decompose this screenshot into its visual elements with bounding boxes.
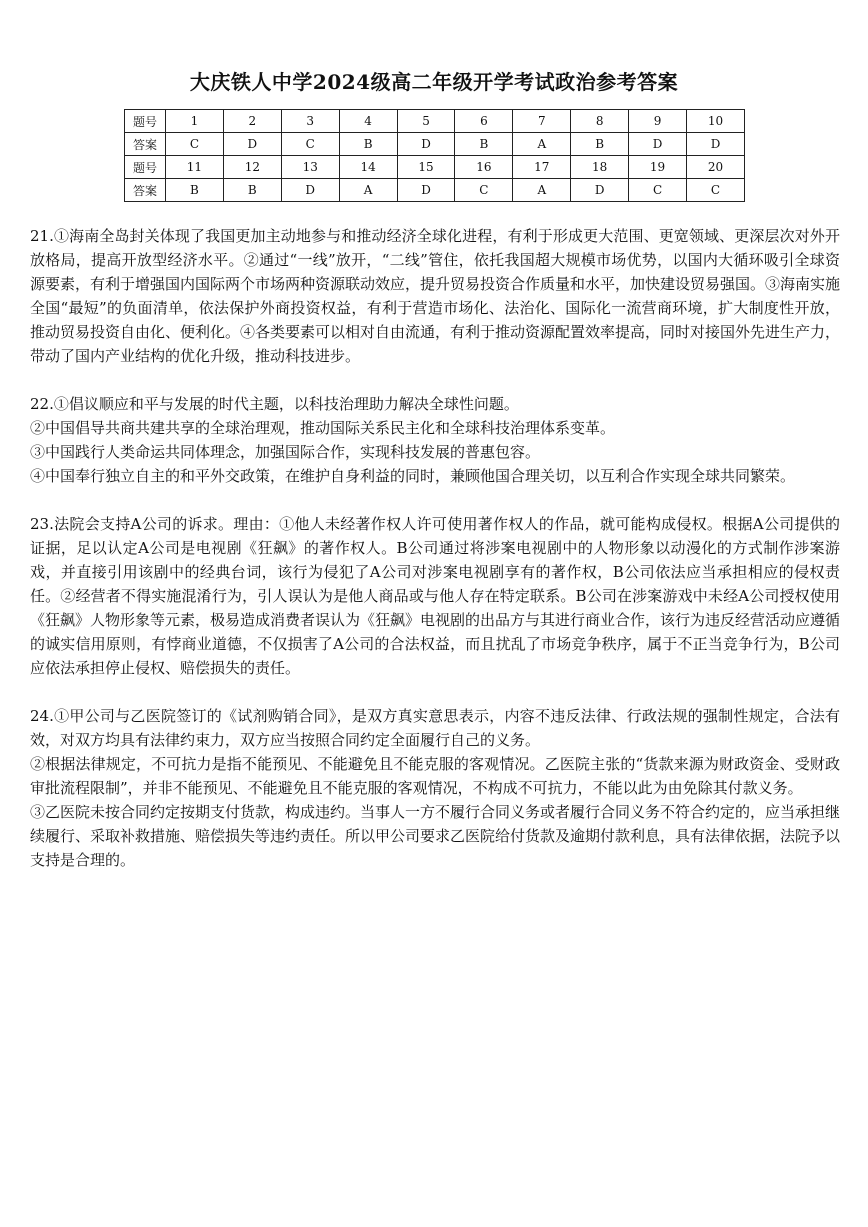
answer-table-cell: 1 bbox=[166, 110, 224, 133]
answer-table-cell: D bbox=[571, 179, 629, 202]
answer-table-cell: B bbox=[571, 133, 629, 156]
answer-table-cell: 6 bbox=[455, 110, 513, 133]
answer-23-text: 23.法院会支持A公司的诉求。理由：①他人未经著作权人许可使用著作权人的作品，就可能构成侵权。根据A公司提供的证据，足以认定A公司是电视剧《狂飙》的著作权人。B公司通过将涉案电视剧中的人物形象以动漫化的方式制作涉案游戏，并直接引用该剧中的经典台词，该行为侵犯了A公司对涉案电视剧享有的著作权，B公司依法应当承担相应的侵权责任。②经营者不得实施混淆行为，引人误认为是他人商品或与他人存在特定联系。B公司在涉案游戏中未经A公司授权使用《狂飙》人物形象等元素，极易造成消费者误认为《狂飙》电视剧的出品方与其进行商业合作，该行为违反经营活动应遵循的诚实信用原则，有悖商业道德，不仅损害了A公司的合法权益，而且扰乱了市场竞争秩序，属于不正当竞争行为，B公司应依法承担停止侵权、赔偿损失的责任。 bbox=[30, 515, 841, 677]
answer-table-cell: A bbox=[339, 179, 397, 202]
answer-table-cell: C bbox=[166, 133, 224, 156]
answer-table-cell: 5 bbox=[397, 110, 455, 133]
answer-table-cell: C bbox=[629, 179, 687, 202]
answer-22-point: 22.①倡议顺应和平与发展的时代主题，以科技治理助力解决全球性问题。 bbox=[30, 395, 519, 413]
answer-22 bbox=[30, 392, 840, 488]
answer-24 bbox=[30, 704, 840, 872]
answer-table-cell: D bbox=[687, 133, 745, 156]
answer-table-cell: C bbox=[455, 179, 513, 202]
answer-table-cell: D bbox=[223, 133, 281, 156]
answer-table-cell: D bbox=[397, 179, 455, 202]
answer-table-cell: 12 bbox=[223, 156, 281, 179]
answer-table-row-label: 题号 bbox=[125, 110, 166, 133]
answer-table-cell: 8 bbox=[571, 110, 629, 133]
answer-table-cell: B bbox=[223, 179, 281, 202]
answer-24-point: ③乙医院未按合同约定按期支付货款，构成违约。当事人一方不履行合同义务或者履行合同义务不符合约定的，应当承担继续履行、采取补救措施、赔偿损失等违约责任。所以甲公司要求乙医院给付货款及逾期付款利息，具有法律依据，法院予以支持是合理的。 bbox=[30, 803, 841, 869]
answer-table-cell: B bbox=[339, 133, 397, 156]
answer-table-cell: 4 bbox=[339, 110, 397, 133]
answer-table-cell: D bbox=[281, 179, 339, 202]
answer-table-cell: 2 bbox=[223, 110, 281, 133]
answer-table-row-label: 题号 bbox=[125, 156, 166, 179]
answer-table-cell: 15 bbox=[397, 156, 455, 179]
answer-22-point: ②中国倡导共商共建共享的全球治理观，推动国际关系民主化和全球科技治理体系变革。 bbox=[30, 419, 616, 437]
page-title: 大庆铁人中学2024级高二年级开学考试政治参考答案 bbox=[189, 70, 679, 94]
answer-table-cell: 10 bbox=[687, 110, 745, 133]
answer-table-row-label: 答案 bbox=[125, 179, 166, 202]
answer-table-cell: C bbox=[281, 133, 339, 156]
answer-table-cell: 20 bbox=[687, 156, 745, 179]
answer-table-cell: 17 bbox=[513, 156, 571, 179]
answer-table-row-label: 答案 bbox=[125, 133, 166, 156]
answer-table-row bbox=[125, 133, 745, 156]
answer-table-cell: 16 bbox=[455, 156, 513, 179]
answer-22-point: ③中国践行人类命运共同体理念，加强国际合作，实现科技发展的普惠包容。 bbox=[30, 443, 541, 461]
answer-23 bbox=[30, 512, 840, 680]
answer-table-cell: 9 bbox=[629, 110, 687, 133]
answer-table-cell: 14 bbox=[339, 156, 397, 179]
answer-content bbox=[30, 224, 840, 896]
answer-table-row bbox=[125, 179, 745, 202]
answer-table-cell: 19 bbox=[629, 156, 687, 179]
answer-table-cell: D bbox=[397, 133, 455, 156]
answer-table-cell: 11 bbox=[166, 156, 224, 179]
answer-table-cell: 3 bbox=[281, 110, 339, 133]
answer-table-row bbox=[125, 156, 745, 179]
answer-22-point: ④中国奉行独立自主的和平外交政策，在维护自身利益的同时，兼顾他国合理关切，以互利合作实现全球共同繁荣。 bbox=[30, 467, 796, 485]
answer-table-cell: A bbox=[513, 179, 571, 202]
answer-24-point: ②根据法律规定，不可抗力是指不能预见、不能避免且不能克服的客观情况。乙医院主张的“货款来源为财政资金、受财政审批流程限制”，并非不能预见、不能避免且不能克服的客观情况，不构成不可抗力，不能以此为由免除其付款义务。 bbox=[30, 755, 840, 797]
answer-table-cell: 18 bbox=[571, 156, 629, 179]
answer-21 bbox=[30, 224, 840, 368]
answer-table-cell: B bbox=[455, 133, 513, 156]
answer-24-point: 24.①甲公司与乙医院签订的《试剂购销合同》，是双方真实意思表示，内容不违反法律、行政法规的强制性规定，合法有效，对双方均具有法律约束力，双方应当按照合同约定全面履行自己的义务。 bbox=[30, 707, 840, 749]
answer-table-cell: A bbox=[513, 133, 571, 156]
answer-table bbox=[124, 109, 745, 202]
answer-table-cell: 7 bbox=[513, 110, 571, 133]
answer-table-cell: 13 bbox=[281, 156, 339, 179]
answer-21-text: 21.①海南全岛封关体现了我国更加主动地参与和推动经济全球化进程，有利于形成更大范围、更宽领域、更深层次对外开放格局，提高开放型经济水平。②通过“一线”放开，“二线”管住，依托我国超大规模市场优势，以国内大循环吸引全球资源要素，有利于增强国内国际两个市场两种资源联动效应，提升贸易投资合作质量和水平，加快建设贸易强国。③海南实施全国“最短”的负面清单，依法保护外商投资权益，有利于营造市场化、法治化、国际化一流营商环境，扩大制度性开放，推动贸易投资自由化、便利化。④各类要素可以相对自由流通，有利于推动资源配置效率提高，同时对接国外先进生产力，带动了国内产业结构的优化升级，推动科技进步。 bbox=[30, 227, 841, 365]
answer-table-cell: B bbox=[166, 179, 224, 202]
answer-table-cell: C bbox=[687, 179, 745, 202]
answer-table-row bbox=[125, 110, 745, 133]
answer-table-cell: D bbox=[629, 133, 687, 156]
